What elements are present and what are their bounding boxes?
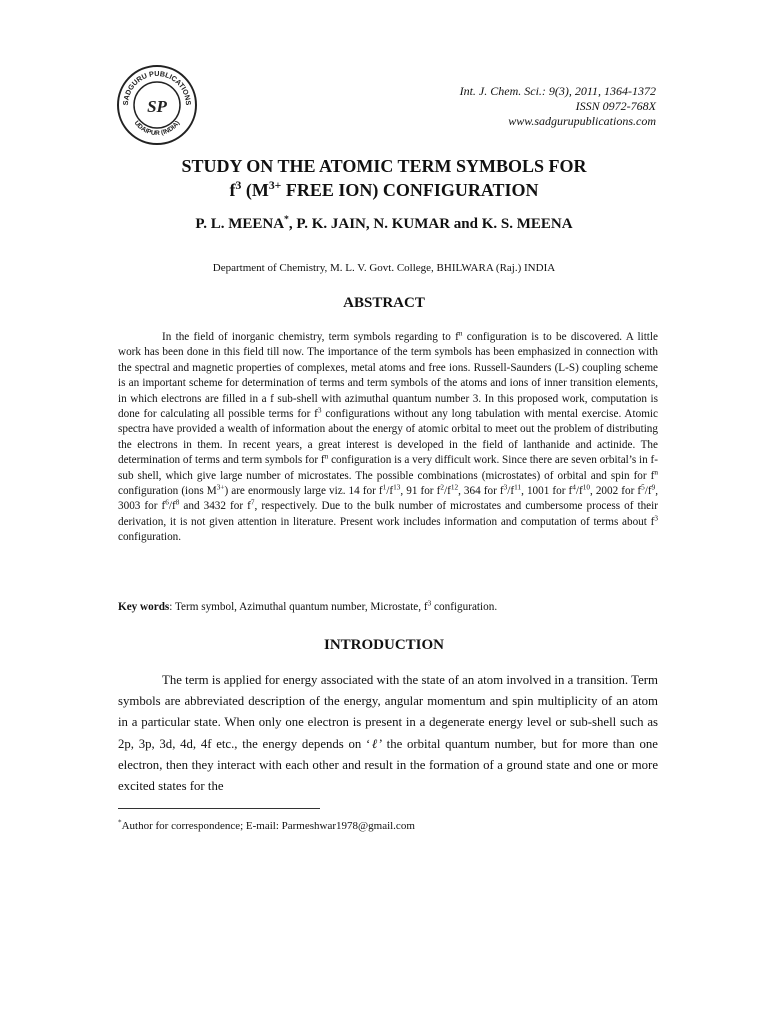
footnote: *Author for correspondence; E-mail: Parmeshwar1978@gmail.com xyxy=(118,818,415,832)
journal-citation: Int. J. Chem. Sci.: 9(3), 2011, 1364-1372 xyxy=(459,84,656,98)
introduction-heading: INTRODUCTION xyxy=(323,637,444,653)
keywords xyxy=(118,601,658,613)
logo-bottom-text: UDAIPUR (INDIA) xyxy=(132,119,182,138)
introduction-paragraph: The term is applied for energy associated with the state of an atom involved in a transition. Term symbols are abbreviated description of the energy, angular momentum and spin multiplicity of an atom in a particular state. When only one electron is present in a degenerate energy level or sub-shell such as 2p, 3p, 3d, 4d, 4f etc., the energy depends on ‘ℓ’ the orbital quantum number, but for more than one electron, then they interact with each other and result in the formation of a ground state and one or more excited states for the xyxy=(118,673,658,794)
authors: P. L. MEENA*, P. K. JAIN, N. KUMAR and K. S. MEENA xyxy=(195,214,573,232)
abstract-paragraph: In the field of inorganic chemistry, term symbols regarding to $f^n$ configuration is to be discovered. A little work has been done in this field till now. The importance of the term symbols has been emphasized in connection with the spectral and magnetic properties of complexes, metal atoms and free ions. Russell-Saunders (L-S) coupling scheme is an important scheme for determination of terms and term symbols of the atoms and ions of inner transition elements, in which electrons are filled in a f sub-shell with azimuthal quantum number 3. In this proposed work, computation is done for calculating all possible terms for $f^3$ configurations without any long tabulation with mental exercise. Atomic spectra have provided a wealth of information about the energy of atomic orbital to meet out the problem of distributing the electrons in them. In recent years, a great interest is developed in the field of lanthanide and actinide. The determination of terms and term symbols for $f^n$ configuration is a very difficult work. Since there are seven orbital’s in f-sub shell, which give large number of microstates. The possible combinations (microstates) of orbital and spin for $f^n$ configuration (ions $M^{3+}$) are enormously large viz. 14 for $f^1/f^{13}$, 91 for $f^2/f^{12}$, 364 for $f^3/f^{11}$, 1001 for $f^4/f^{10}$, 2002 for $f^5/f^9$, 3003 for $f^6/f^8$ and 3432 for $f^7$, respectively. Due to the bulk number of microstates and cumbersome process of their derivation, it is not given attention in literature. Present work includes information and computation of terms about $f^3$ configuration. xyxy=(118,329,659,544)
journal-info xyxy=(460,84,656,129)
paper-title xyxy=(0,154,768,202)
logo-monogram: SP xyxy=(147,97,167,116)
affiliation: Department of Chemistry, M. L. V. Govt. College, BHILWARA (Raj.) INDIA xyxy=(212,262,556,274)
journal-issn: ISSN 0972-768X xyxy=(575,99,656,113)
abstract-heading: ABSTRACT xyxy=(343,295,425,311)
introduction-body xyxy=(118,670,658,797)
keywords-label: Key words xyxy=(118,601,170,613)
logo-top-text: SADGURU PUBLICATIONS xyxy=(120,68,194,106)
abstract-body xyxy=(118,330,658,546)
journal-website: www.sadgurupublications.com xyxy=(508,114,656,128)
footnote-rule xyxy=(118,808,320,809)
title-line-1: STUDY ON THE ATOMIC TERM SYMBOLS FOR xyxy=(181,156,587,176)
keywords-text: : Term symbol, Azimuthal quantum number, Microstate, $f^3$ configuration. xyxy=(169,599,498,613)
publisher-logo xyxy=(116,64,198,146)
title-line-2: $f^3$ ($M^{3+}$ FREE ION) CONFIGURATION xyxy=(229,179,539,200)
